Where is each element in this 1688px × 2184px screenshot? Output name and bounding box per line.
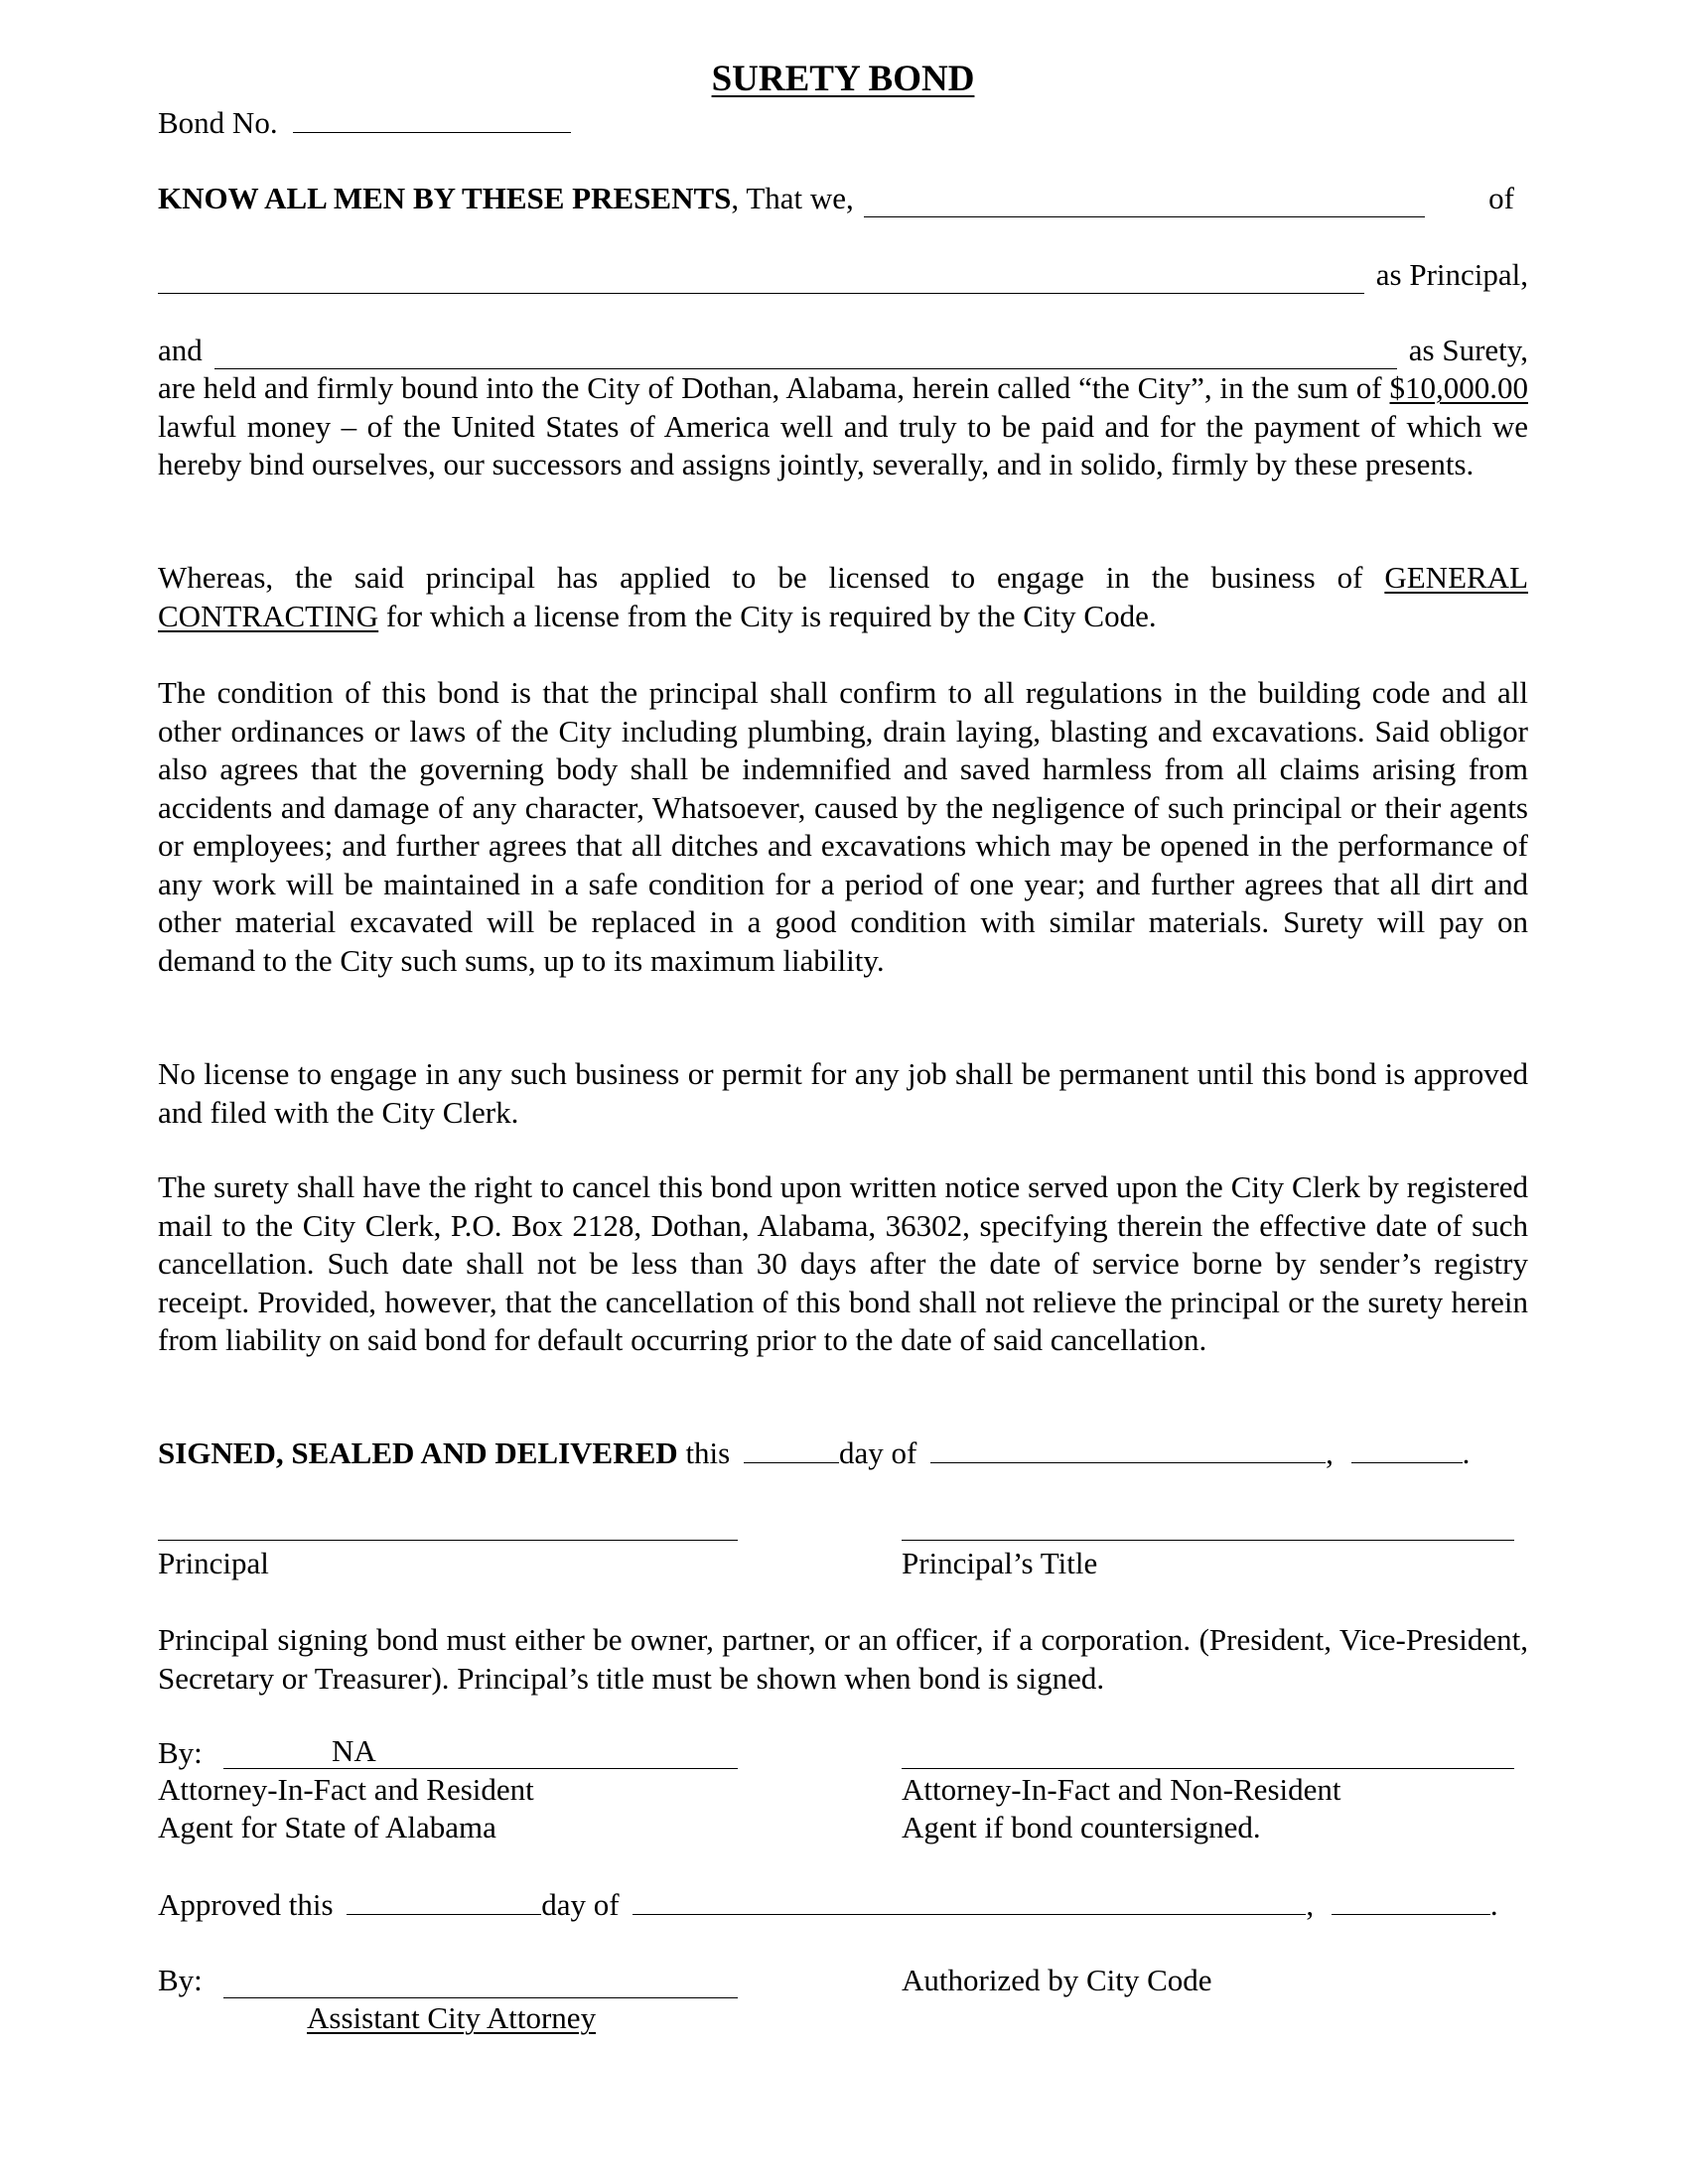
signed-month-field[interactable] [930,1433,1326,1463]
business-type: GENERAL CONTRACTING [158,560,1529,633]
of-text: of [1488,181,1514,215]
surety-name-field[interactable] [214,341,1397,369]
principal-address-field[interactable] [158,265,1364,294]
condition-paragraph: The condition of this bond is that the principal shall confirm to all regulations in the building code and all other ordinances or laws of the City including plumbing, drain laying, blasting and excavations. Said obligor also agrees that the governing body shall be indemnified and saved harmless from all claims arising from accidents and damage of any character, Whatsoever, caused by the negligence of such principal or their agents or employees; and further agrees that all ditches and excavations which may be opened in the performance of any work will be maintained in a safe condition for a period of one year; and further agrees that all dirt and other material excavated will be replaced in a good condition with similar materials. Surety will pay on demand to the City such sums, up to its maximum liability. [158,675,1528,978]
approved-day-of-text: day of [541,1887,620,1922]
principal-signing-paragraph: Principal signing bond must either be owner, partner, or an officer, if a corporation. (President, Vice-President, Secretary or Treasurer). Principal’s title must be shown when bond is signed. [158,1622,1528,1696]
know-all-men-heading: KNOW ALL MEN BY THESE PRESENTS [158,181,732,215]
assistant-city-attorney-line [158,1999,596,2037]
city-attorney-signature-line[interactable] [223,1997,738,1998]
this-text: this [685,1435,731,1470]
principals-title-line[interactable] [902,1540,1514,1541]
whereas-paragraph [158,559,1528,635]
bond-number-label: Bond No. [158,105,278,140]
cancellation-paragraph: The surety shall have the right to cancel this bond upon written notice served upon the City Clerk by registered mail to the City Clerk, P.O. Box 2128, Dothan, Alabama, 36302, specifying therein the effective date of such cancellation. Such date shall not be less than 30 days after the date of service borne by sender’s registry receipt. Provided, however, that the cancellation of this bond shall not relieve the principal or the surety herein from liability on said bond for default occurring prior to the date of said cancellation. [158,1169,1528,1357]
comma-text: , [1326,1435,1334,1470]
whereas-text-1: Whereas, the said principal has applied to be licensed to engage in the business of [158,560,1363,595]
whereas-text-2: for which a license from the City is required by the City Code. [385,598,1157,633]
as-principal-text: as Principal, [1375,257,1528,292]
approved-day-field[interactable] [347,1885,541,1915]
license-paragraph: No license to engage in any such business or permit for any job shall be permanent until this bond is approved and filed with the City Clerk. [158,1056,1528,1130]
principals-title-label: Principal’s Title [902,1546,1098,1580]
principal-name-field[interactable] [864,189,1425,217]
as-surety-text: as Surety, [1408,333,1528,367]
day-of-text: day of [838,1435,917,1470]
bond-number-line [158,103,571,142]
resident-agent-label-1: Attorney-In-Fact and Resident [158,1772,534,1807]
signed-line [158,1433,1470,1472]
signed-day-field[interactable] [744,1433,839,1463]
approved-period-text: . [1489,1887,1498,1922]
obligation-text-1: are held and firmly bound into the City of Dothan, Alabama, herein called “the City”, in the sum of [158,370,1382,405]
surety-line [158,332,1528,369]
assistant-city-attorney-label: Assistant City Attorney [307,2000,597,2035]
principal-label: Principal [158,1546,269,1580]
bond-amount: $10,000.00 [1389,370,1528,405]
obligation-text-2: lawful money – of the United States of America well and truly to be paid and for the payment of which we hereby bind ourselves, our successors and assigns jointly, severally, and in solido, firmly by these presents. [158,408,1528,481]
bond-number-field[interactable] [293,103,571,133]
nonresident-agent-label-1: Attorney-In-Fact and Non-Resident [902,1772,1341,1807]
approved-line [158,1885,1498,1924]
resident-agent-label-2: Agent for State of Alabama [158,1810,496,1844]
by2-label: By: [158,1963,203,1997]
by-label: By: [158,1735,203,1770]
authorized-by-city-code: Authorized by City Code [902,1963,1212,1997]
signed-year-field[interactable] [1351,1433,1463,1463]
approved-this-text: Approved this [158,1887,334,1922]
period-text: . [1462,1435,1471,1470]
principal-name-line [158,180,1528,217]
resident-agent-signature-line[interactable] [223,1768,738,1769]
nonresident-agent-signature-line[interactable] [902,1768,1514,1769]
that-we-text: , That we, [731,181,854,215]
and-text: and [158,333,203,367]
approved-comma-text: , [1306,1887,1315,1922]
principal-signature-line[interactable] [158,1540,738,1541]
approved-year-field[interactable] [1332,1885,1490,1915]
document-title: SURETY BOND [711,59,975,99]
principal-address-line [158,256,1528,294]
approved-month-field[interactable] [633,1885,1306,1915]
bond-obligation-paragraph [158,369,1528,484]
signed-sealed-delivered-heading: SIGNED, SEALED AND DELIVERED [158,1435,678,1470]
nonresident-agent-label-2: Agent if bond countersigned. [902,1810,1261,1844]
by-value: NA [332,1733,376,1768]
